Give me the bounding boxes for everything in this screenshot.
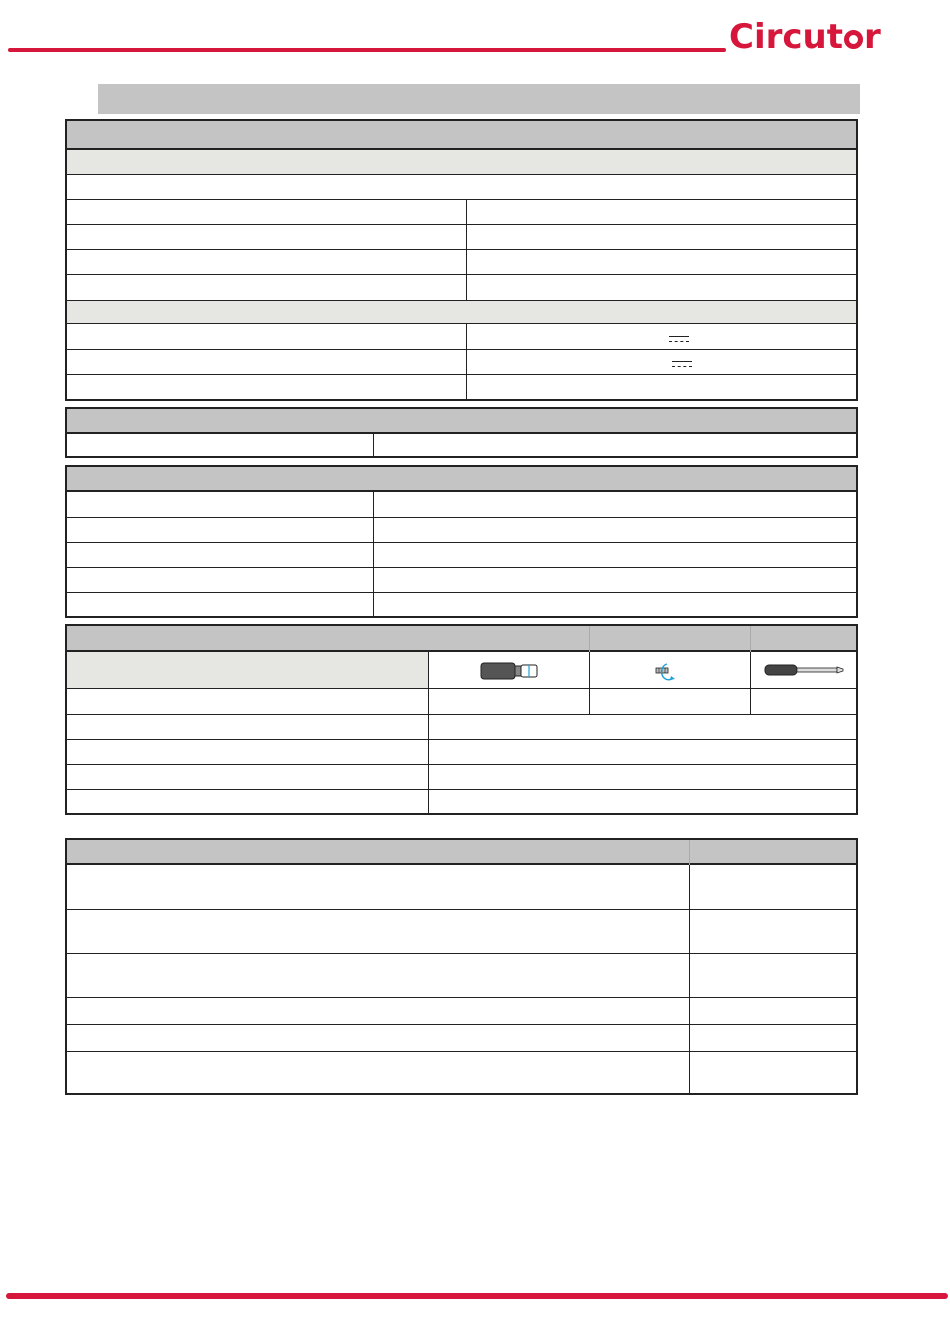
spec-table-power	[65, 119, 858, 401]
spec-table-3	[65, 465, 858, 618]
table-subheader	[67, 652, 428, 688]
table-header	[67, 626, 856, 652]
dc-symbol-icon	[669, 336, 689, 344]
table-subheader	[67, 150, 856, 174]
table-subheader	[67, 300, 856, 324]
table-header	[67, 121, 856, 150]
footer-rule	[6, 1293, 948, 1299]
dc-symbol-icon	[672, 361, 692, 369]
table-header	[67, 467, 856, 492]
spec-table-5	[65, 838, 858, 1095]
circutor-logo: Circut r	[729, 17, 881, 57]
screwdriver-icon	[763, 662, 845, 678]
header-rule	[8, 48, 726, 52]
ferrule-icon	[479, 660, 541, 682]
torque-icon	[653, 660, 679, 682]
spec-table-2	[65, 407, 858, 458]
table-header	[67, 409, 856, 434]
table-header	[67, 840, 856, 865]
section-title-bar	[98, 84, 860, 114]
wiring-table	[65, 624, 858, 815]
